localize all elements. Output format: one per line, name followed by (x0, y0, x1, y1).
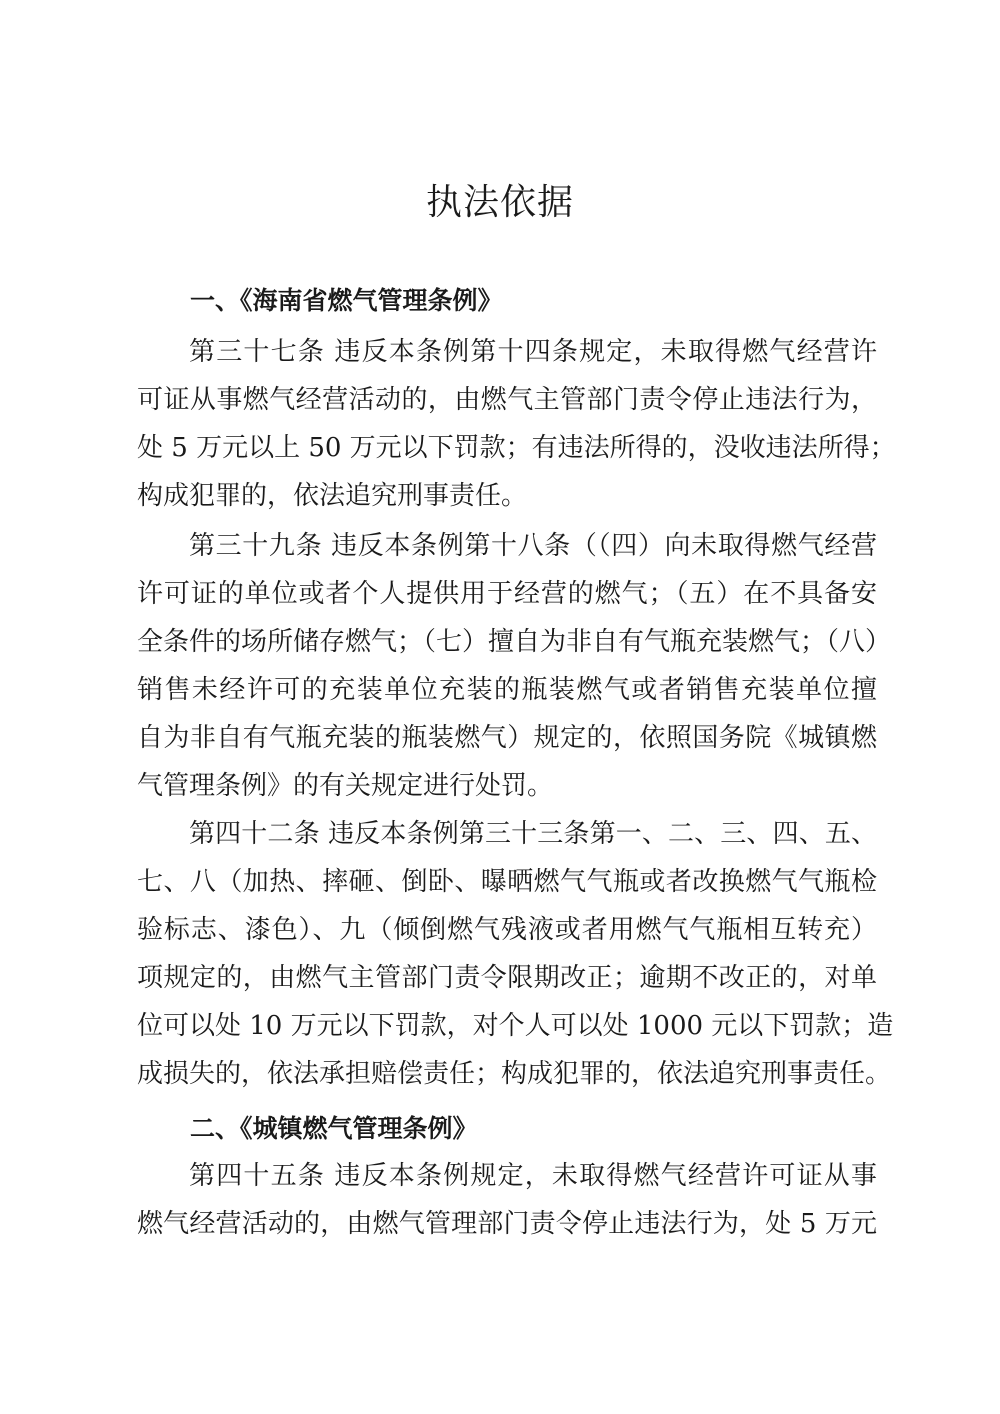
paragraph-line: 成损失的，依法承担赔偿责任；构成犯罪的，依法追究刑事责任。 (137, 1059, 892, 1089)
paragraph-line: 第四十五条 违反本条例规定，未取得燃气经营许可证从事 (189, 1161, 877, 1191)
paragraph-line: 可证从事燃气经营活动的，由燃气主管部门责令停止违法行为， (137, 385, 877, 415)
paragraph-line: 燃气经营活动的，由燃气管理部门责令停止违法行为，处 5 万元 (137, 1209, 877, 1239)
paragraph-line: 全条件的场所储存燃气；（七）擅自为非自有气瓶充装燃气；（八） (137, 627, 892, 657)
paragraph-line: 第三十七条 违反本条例第十四条规定，未取得燃气经营许 (189, 337, 877, 367)
paragraph-line: 自为非自有气瓶充装的瓶装燃气）规定的，依照国务院《城镇燃 (137, 723, 877, 753)
paragraph-line: 许可证的单位或者个人提供用于经营的燃气；（五）在不具备安 (137, 579, 877, 609)
article-37-paragraph (137, 328, 896, 520)
paragraph-line: 七、八（加热、摔砸、倒卧、曝晒燃气气瓶或者改换燃气气瓶检 (137, 867, 877, 897)
paragraph-line: 处 5 万元以上 50 万元以下罚款；有违法所得的，没收违法所得； (137, 433, 896, 463)
section-2-heading: 二、《城镇燃气管理条例》 (190, 1114, 478, 1143)
paragraph-line: 第四十二条 违反本条例第三十三条第一、二、三、四、五、 (189, 819, 877, 849)
paragraph-line: 销售未经许可的充装单位充装的瓶装燃气或者销售充装单位擅 (137, 675, 877, 705)
paragraph-line: 位可以处 10 万元以下罚款，对个人可以处 1000 元以下罚款；造 (137, 1011, 894, 1041)
article-42-paragraph (137, 810, 894, 1098)
document-title: 执法依据 (425, 182, 574, 223)
article-45-paragraph (137, 1152, 877, 1248)
paragraph-line: 项规定的，由燃气主管部门责令限期改正；逾期不改正的，对单 (137, 963, 877, 993)
paragraph-line: 气管理条例》的有关规定进行处罚。 (137, 771, 554, 801)
article-39-paragraph (137, 522, 892, 810)
paragraph-line: 构成犯罪的，依法追究刑事责任。 (137, 481, 528, 511)
paragraph-line: 验标志、漆色）、九（倾倒燃气残液或者用燃气气瓶相互转充） (137, 915, 877, 945)
paragraph-line: 第三十九条 违反本条例第十八条（（四）向未取得燃气经营 (189, 531, 877, 561)
section-1-heading: 一、《海南省燃气管理条例》 (190, 286, 503, 315)
